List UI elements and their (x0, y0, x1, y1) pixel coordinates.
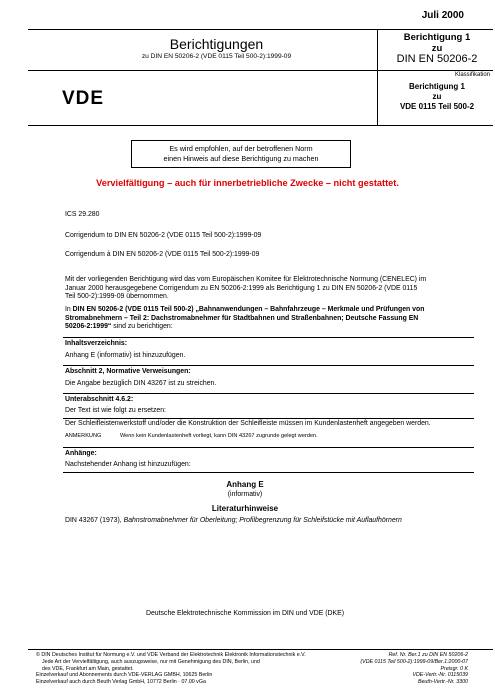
header-mid-rule (28, 70, 493, 71)
classification-line-1: Berichtigung 1 (408, 82, 465, 91)
rule-3 (63, 393, 474, 394)
bibliography-title: Literaturhinweise (211, 504, 279, 513)
classification-line-2: zu (432, 92, 442, 101)
replacement-text: Der Schleifleistenwerkstoff und/oder die Konstruktion der Schleifleiste müssen im Kundenlastenheft angegeben werden. (65, 420, 431, 427)
standard-paragraph (65, 306, 477, 332)
text-annexes: Nachstehender Anhang ist hinzuzufügen: (65, 461, 191, 468)
intro-paragraph (65, 276, 475, 302)
footer-ref-2: (VDE 0115 Teil 500-2):1999-09/Ber.1:2000-07 (360, 658, 468, 665)
notice-line-2: einen Hinweis auf diese Berichtigung zu machen (163, 153, 319, 163)
standard-tail: sind zu berichtigen: (111, 323, 173, 331)
rule-1 (63, 337, 474, 338)
document-subtitle: zu DIN EN 50206-2 (VDE 0115 Teil 500-2):1999-09 (141, 53, 292, 60)
notice-line-1: Es wird empfohlen, auf der betroffenen Norm (169, 144, 313, 153)
footer-copyright (36, 652, 326, 686)
footer-line-4: Einzelverkauf und Abonnements durch VDE-VERLAG GMBH, 10625 Berlin (36, 672, 213, 679)
classification-value (382, 82, 492, 112)
document-title: Berichtigungen (169, 36, 264, 52)
correction-reference (382, 32, 492, 65)
corrigendum-english: Corrigendum to DIN EN 50206-2 (VDE 0115 Teil 500-2):1999-09 (65, 232, 262, 239)
correction-line-3: DIN EN 50206-2 (396, 53, 478, 65)
heading-subsection: Unterabschnitt 4.6.2: (65, 396, 134, 403)
classification-line-3: VDE 0115 Teil 500-2 (399, 102, 475, 111)
correction-line-2: zu (431, 43, 443, 54)
corrigendum-french: Corrigendum à DIN EN 50206-2 (VDE 0115 Teil 500-2):1999-09 (65, 251, 260, 258)
footer-ref-3: Preisgr. 0 K (440, 665, 468, 672)
annex-subtitle: (informativ) (227, 491, 263, 498)
footer-ref-5: Beuth-Vertr.-Nr. 3300 (417, 679, 468, 686)
notice-box (131, 140, 351, 168)
header-top-rule (28, 29, 493, 30)
bibliography-ref: DIN 43267 (1973), (65, 517, 124, 524)
text-section-2: Die Angabe bezüglich DIN 43267 ist zu streichen. (65, 380, 217, 387)
header-bottom-rule (28, 125, 493, 126)
note-text: Wenn kein Kundenlastenheft vorliegt, kann DIN 43267 zugrunde gelegt werden. (120, 433, 318, 439)
heading-annexes: Anhänge: (65, 450, 97, 457)
bibliography-title-text: Bahnstromabnehmer für Oberleitung; Profilbegrenzung für Schleifstücke mit Auflaufhörnern (123, 517, 402, 524)
copy-warning: Vervielfältigung – auch für innerbetriebliche Zwecke – nicht gestattet. (96, 178, 399, 188)
footer-rule (28, 649, 493, 650)
rule-4 (63, 418, 474, 419)
vde-logo (62, 88, 118, 106)
footer-ref-4: VDE-Vertr.-Nr. 0115039 (412, 672, 468, 679)
correction-line-1: Berichtigung 1 (403, 32, 471, 43)
note-label: ANMERKUNG (65, 433, 102, 439)
footer-line-1: © DIN Deutsches Institut für Normung e.V. und VDE Verband der Elektrotechnik Elektronik Informationstechnik e.V. (36, 652, 306, 658)
heading-section-2: Abschnitt 2, Normative Verweisungen: (65, 368, 191, 375)
heading-contents: Inhaltsverzeichnis: (65, 340, 128, 347)
annex-title: Anhang E (226, 480, 264, 489)
rule-5 (63, 447, 474, 448)
text-contents: Anhang E (informativ) ist hinzuzufügen. (65, 352, 186, 359)
footer-ref-1: Ref. Nr. Ber.1 zu DIN EN 50206-2 (388, 652, 468, 658)
vde-logo-text: VDE (62, 88, 105, 106)
rule-6 (63, 472, 474, 473)
standard-title-3: 50206-2:1999“ (65, 323, 112, 331)
commission-name: Deutsche Elektrotechnische Kommission im DIN und VDE (DKE) (146, 610, 344, 617)
bibliography-entry (65, 517, 477, 526)
header-divider (377, 29, 378, 125)
text-subsection: Der Text ist wie folgt zu ersetzen: (65, 407, 166, 414)
classification-label: Klassifikation (454, 72, 490, 78)
footer-line-3: des VDE, Frankfurt am Main, gestattet. (42, 665, 134, 672)
standard-in: In (65, 306, 73, 313)
rule-2 (63, 365, 474, 366)
footer-line-2: Jede Art der Vervielfältigung, auch auszugsweise, nur mit Genehmigung des DIN, Berlin, und (42, 658, 260, 665)
standard-title-2: Stromabnehmern – Teil 2: Dachstromabnehmer für Stadtbahnen und Straßenbahnen; Deutsche Fassung EN (65, 314, 419, 322)
standard-title-1: DIN EN 50206-2 (VDE 0115 Teil 500-2) „Bahnanwendungen – Bahnfahrzeuge – Merkmale und Prüfungen von (72, 306, 425, 313)
intro-line-3: Teil 500-2):1999-09 übernommen. (65, 293, 169, 301)
footer-references (330, 652, 468, 686)
intro-line-1: Mit der vorliegenden Berichtigung wird das vom Europäischen Komitee für Elektrotechnische Normung (CENELEC) im (65, 276, 427, 283)
intro-line-2: Januar 2000 herausgegebene Corrigendum zu EN 50206-2:1999 als Berichtigung 1 zu DIN EN 50206-2 (VDE 0115 (65, 284, 418, 292)
ics-code: ICS 29.280 (65, 211, 100, 218)
footer-line-5: Einzelverkauf auch durch Beuth Verlag GmbH, 10772 Berlin · 07.00 vGa (36, 679, 206, 686)
publication-date: Juli 2000 (421, 10, 464, 21)
